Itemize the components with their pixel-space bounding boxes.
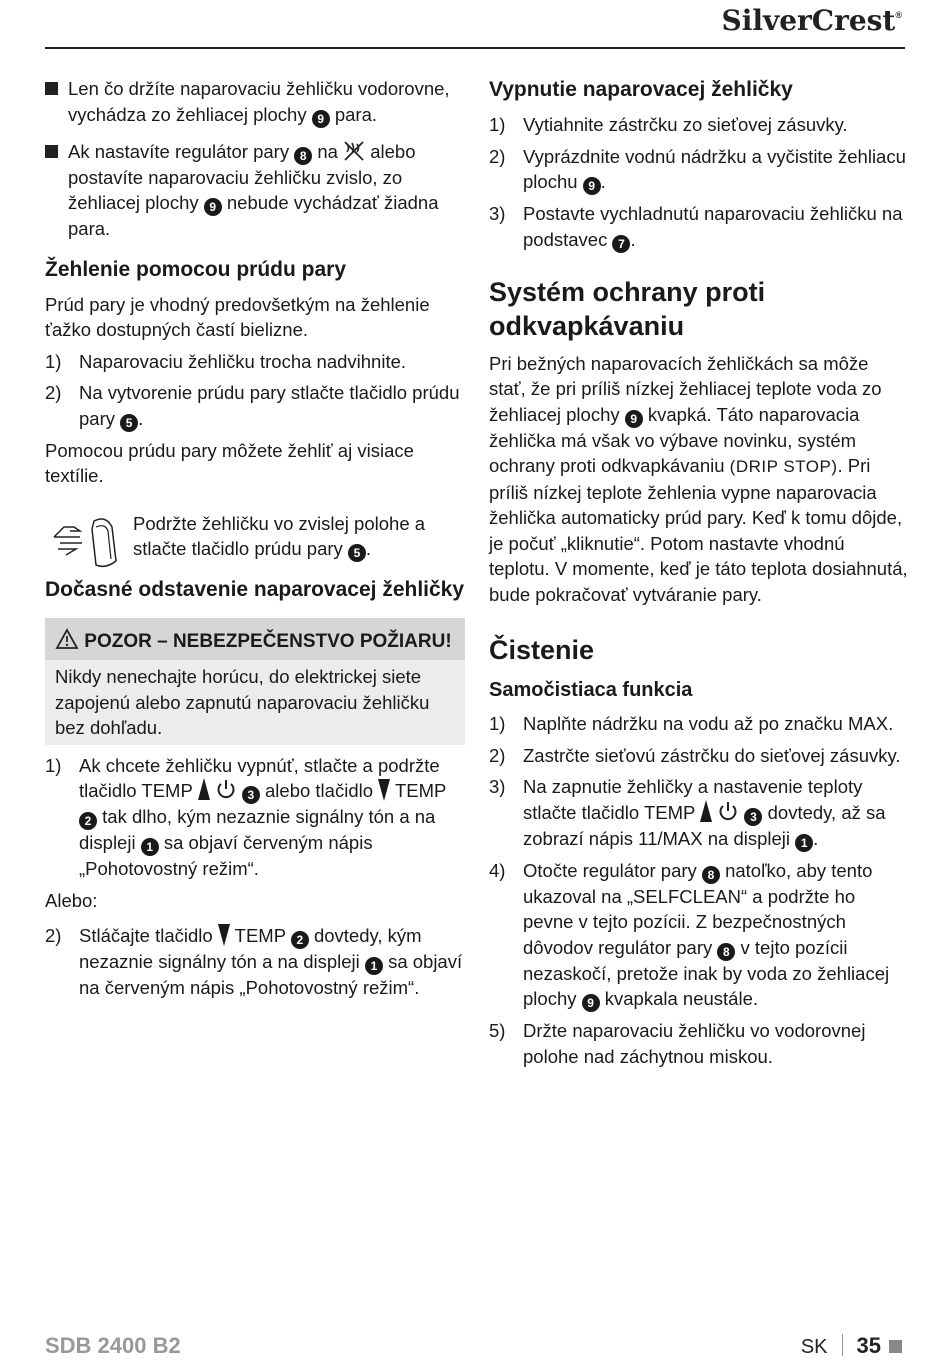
warning-header: POZOR – NEBEZPEČENSTVO POŽIARU!: [45, 618, 465, 660]
steam-intro: Prúd pary je vhodný predovšetkým na žehlenie ťažko dostupných častí bielizne.: [45, 293, 430, 340]
header-rule: [45, 47, 905, 49]
page-footer: [801, 1333, 902, 1359]
number-badge-icon: 5: [120, 414, 138, 432]
warning-text: Nikdy nenechajte horúcu, do elektrickej siete zapojenú alebo zapnutú naparovaciu žehličku bez dohľadu.: [45, 660, 465, 745]
heading-cleaning: Čistenie: [489, 635, 595, 665]
steam-after: Pomocou prúdu pary môžete žehliť aj visiace textílie.: [45, 439, 414, 486]
page-number: 35: [856, 1333, 881, 1358]
number-badge-icon: 1: [365, 957, 383, 975]
or-label: Alebo:: [45, 889, 98, 911]
drip-paragraph: Pri bežných naparovacích žehličkách sa môže stať, že pri príliš nízkej žehliacej teplote voda zo žehliacej plochy 9 kvapká. Táto naparovacia žehlička má však vo výbave novinku, systém ochrany proti odkvapkávaniu (DRIP STOP). Pri príliš nízkej teplote žehlenia vypne naparovacia žehlička automaticky prúd pary. Keď k tomu dôjde, je počuť „kliknutie“. Potom nastavte vhodnú teplotu. V momente, keď je táto teplota dosiahnutá, bude pokračovať vytváranie pary.: [489, 352, 908, 605]
power-icon: [717, 800, 739, 822]
drip-stop-logo: (DRIP STOP): [729, 457, 838, 476]
temp-up-icon: [700, 800, 712, 822]
number-badge-icon: 8: [294, 147, 312, 165]
number-badge-icon: 9: [204, 198, 222, 216]
power-icon: [215, 778, 237, 800]
list-item: 2) Vyprázdnite vodnú nádržku a vyčistite žehliacu plochu 9 .: [489, 145, 906, 193]
list-item: 4) Otočte regulátor pary 8 natoľko, aby tento ukazoval na „SELFCLEAN“ a podržte ho pevne v tejto pozícii. Z bezpečnostných dôvodov regulátor pary 8 v tejto pozícii nezaskočí, pretože inak by voda zo žehliacej plochy 9 kvapkala neustále.: [489, 859, 890, 1010]
footer-square-icon: [889, 1340, 902, 1353]
number-badge-icon: 2: [79, 812, 97, 830]
heading-self-cleaning: Samočistiaca funkcia: [489, 679, 693, 701]
footer-divider: [842, 1334, 843, 1356]
no-steam-icon: [343, 140, 365, 162]
heading-switch-off: Vypnutie naparovacej žehličky: [489, 78, 793, 101]
list-item: 3) Na zapnutie žehličky a nastavenie teploty stlačte tlačidlo TEMP 3 dovtedy, až sa zobrazí nápis 11/MAX na displeji 1 .: [489, 776, 886, 850]
warning-box: [45, 618, 465, 745]
brand-logo: SilverCrest®: [721, 4, 902, 37]
heading-drip-stop: Systém ochrany proti odkvapkávaniu: [489, 276, 766, 341]
number-badge-icon: 8: [702, 866, 720, 884]
number-badge-icon: 3: [744, 808, 762, 826]
number-badge-icon: 1: [795, 834, 813, 852]
model-number: SDB 2400 B2: [45, 1333, 181, 1358]
list-item: 1) Naparovaciu žehličku trocha nadvihnite.: [45, 350, 407, 372]
list-item: 1) Vytiahnite zástrčku zo sieťovej zásuvky.: [489, 114, 848, 135]
number-badge-icon: 9: [583, 177, 601, 195]
list-item: 2) Zastrčte sieťovú zástrčku do sieťovej zásuvky.: [489, 744, 901, 766]
number-badge-icon: 9: [312, 110, 330, 128]
number-badge-icon: 3: [242, 786, 260, 804]
list-item: 1) Ak chcete žehličku vypnúť, stlačte a podržte tlačidlo TEMP 3 alebo tlačidlo TEMP 2 tak dlho, kým nezaznie signálny tón a na displeji 1 sa objaví červeným nápis „Pohotovostný režim“.: [45, 754, 447, 879]
temp-down-icon: [218, 924, 230, 946]
warning-triangle-icon: [55, 628, 79, 650]
temp-up-icon: [198, 778, 210, 800]
temp-down-icon: [378, 779, 390, 801]
tip-vertical-steam: Podržte žehličku vo zvislej polohe a stlačte tlačidlo prúdu pary 5 .: [45, 511, 465, 563]
heading-steam-burst: Žehlenie pomocou prúdu pary: [45, 257, 347, 281]
list-item: 5) Držte naparovaciu žehličku vo vodorovnej polohe nad záchytnou miskou.: [489, 1020, 866, 1067]
right-column: [489, 76, 909, 1075]
number-badge-icon: 9: [625, 410, 643, 428]
number-badge-icon: 9: [582, 994, 600, 1012]
bullet-horizontal-steam: Len čo držíte naparovaciu žehličku vodorovne, vychádza zo žehliacej plochy 9 para.: [45, 76, 465, 128]
list-item: 2) Stláčajte tlačidlo TEMP 2 dovtedy, kým nezaznie signálny tón a na displeji 1 sa objaví na červeným nápis „Pohotovostný režim“.: [45, 925, 463, 998]
list-item: 1) Naplňte nádržku na vodu až po značku MAX.: [489, 713, 894, 734]
number-badge-icon: 1: [141, 838, 159, 856]
bullet-no-steam: Ak nastavíte regulátor pary 8 na alebo postavíte naparovaciu žehličku zvislo, zo žehliacej plochy 9 nebude vychádzať žiadna para.: [45, 139, 465, 242]
language-code: SK: [800, 1336, 828, 1358]
bullet-square-icon: [45, 82, 58, 95]
number-badge-icon: 5: [348, 544, 366, 562]
list-item: 3) Postavte vychladnutú naparovaciu žehličku na podstavec 7 .: [489, 203, 903, 251]
heading-temporary-standby: Dočasné odstavenie naparovacej žehličky: [45, 578, 465, 601]
left-column: [45, 76, 465, 1007]
number-badge-icon: 2: [291, 931, 309, 949]
bullet-square-icon: [45, 145, 58, 158]
list-item: 2) Na vytvorenie prúdu pary stlačte tlačidlo prúdu pary 5 .: [45, 382, 460, 430]
number-badge-icon: 7: [612, 235, 630, 253]
number-badge-icon: 8: [717, 943, 735, 961]
hand-iron-icon: [50, 513, 126, 573]
